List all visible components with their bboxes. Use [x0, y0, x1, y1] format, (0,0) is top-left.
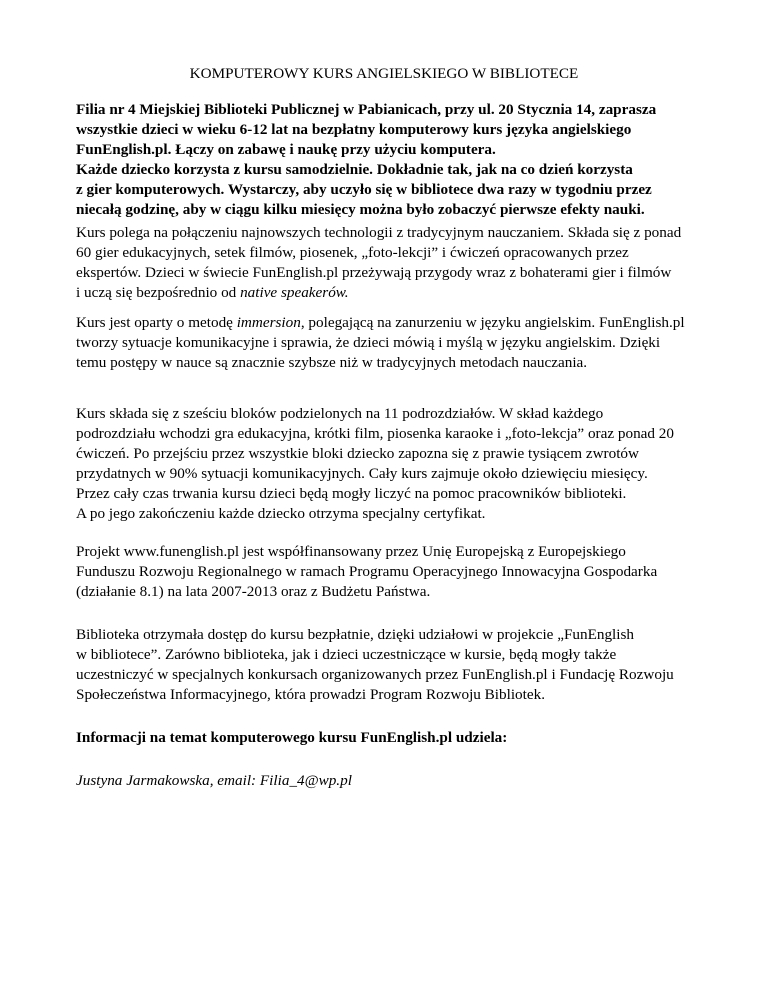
paragraph-line: uczestniczyć w specjalnych konkursach organizowanych przez FunEnglish.pl i Fundację Rozwoju [76, 666, 674, 683]
intro-line: Każde dziecko korzysta z kursu samodzielnie. Dokładnie tak, jak na co dzień korzysta [76, 161, 633, 178]
info-heading: Informacji na temat komputerowego kursu FunEnglish.pl udziela: [76, 729, 508, 746]
paragraph-line: ćwiczeń. Po przejściu przez wszystkie bloki dziecko zapozna się z prawie tysiącem zwrotów [76, 445, 639, 462]
structure-paragraph [76, 404, 716, 524]
paragraph-line: temu postępy w nauce są znacznie szybsze niż w tradycyjnych metodach nauczania. [76, 354, 588, 371]
intro-line: FunEnglish.pl. Łączy on zabawę i naukę przy użyciu komputera. [76, 141, 496, 158]
funding-paragraph [76, 542, 716, 602]
paragraph-line: (działanie 8.1) na lata 2007-2013 oraz z Budżetu Państwa. [76, 583, 431, 600]
paragraph-line: Kurs polega na połączeniu najnowszych technologii z tradycyjnym nauczaniem. Składa się z ponad [76, 224, 682, 241]
method-paragraph [76, 313, 716, 373]
paragraph-line [76, 283, 716, 303]
contact-line: Justyna Jarmakowska, email: Filia_4@wp.pl [76, 772, 352, 789]
paragraph-line: 60 gier edukacyjnych, setek filmów, piosenek, „foto-lekcji” i ćwiczeń opracowanych przez [76, 244, 629, 261]
paragraph-line: ekspertów. Dzieci w świecie FunEnglish.pl przeżywają przygody wraz z bohaterami gier i filmów [76, 264, 672, 281]
paragraph-line: w bibliotece”. Zarówno biblioteka, jak i dzieci uczestniczące w kursie, będą mogły także [76, 646, 617, 663]
document-title: KOMPUTEROWY KURS ANGIELSKIEGO W BIBLIOTECE [189, 65, 579, 82]
intro-line: wszystkie dzieci w wieku 6-12 lat na bezpłatny komputerowy kurs języka angielskiego [76, 121, 632, 138]
paragraph-line: podrozdziału wchodzi gra edukacyjna, krótki film, piosenka karaoke i „foto-lekcja” oraz ponad 20 [76, 425, 674, 442]
text-segment: i uczą się bezpośrednio od [76, 284, 241, 301]
paragraph-line: Kurs składa się z sześciu bloków podzielonych na 11 podrozdziałów. W skład każdego [76, 405, 604, 422]
paragraph-line: przydatnych w 90% sytuacji komunikacyjnych. Cały kurs zajmuje około dziewięciu miesięcy. [76, 465, 648, 482]
intro-paragraph [76, 100, 716, 220]
intro-line: Filia nr 4 Miejskiej Biblioteki Publicznej w Pabianicach, przy ul. 20 Stycznia 14, zaprasza [76, 101, 657, 118]
paragraph-line: A po jego zakończeniu każde dziecko otrzyma specjalny certyfikat. [76, 505, 486, 522]
paragraph-line: Projekt www.funenglish.pl jest współfinansowany przez Unię Europejską z Europejskiego [76, 543, 626, 560]
access-paragraph [76, 625, 716, 705]
intro-line: niecałą godzinę, aby w ciągu kilku miesięcy można było zobaczyć pierwsze efekty nauki. [76, 201, 645, 218]
immersion-italic: immersion [236, 314, 301, 331]
paragraph-line: tworzy sytuacje komunikacyjne i sprawia, że dzieci mówią i myślą w języku angielskim. Dzięki [76, 334, 661, 351]
paragraph-line: Społeczeństwa Informacyjnego, która prowadzi Program Rozwoju Bibliotek. [76, 686, 546, 703]
text-segment: , polegającą na zanurzeniu w języku angielskim. FunEnglish.pl [300, 314, 685, 331]
paragraph-line: Biblioteka otrzymała dostęp do kursu bezpłatnie, dzięki udziałowi w projekcie „FunEnglish [76, 626, 634, 643]
course-description-paragraph [76, 223, 716, 303]
paragraph-line [76, 313, 716, 333]
paragraph-line: Przez cały czas trwania kursu dzieci będą mogły liczyć na pomoc pracowników biblioteki. [76, 485, 627, 502]
intro-line: z gier komputerowych. Wystarczy, aby uczyło się w bibliotece dwa razy w tygodniu przez [76, 181, 652, 198]
native-speakers-italic: native speakerów. [240, 284, 349, 301]
paragraph-line: Funduszu Rozwoju Regionalnego w ramach Programu Operacyjnego Innowacyjna Gospodarka [76, 563, 658, 580]
text-segment: Kurs jest oparty o metodę [76, 314, 237, 331]
